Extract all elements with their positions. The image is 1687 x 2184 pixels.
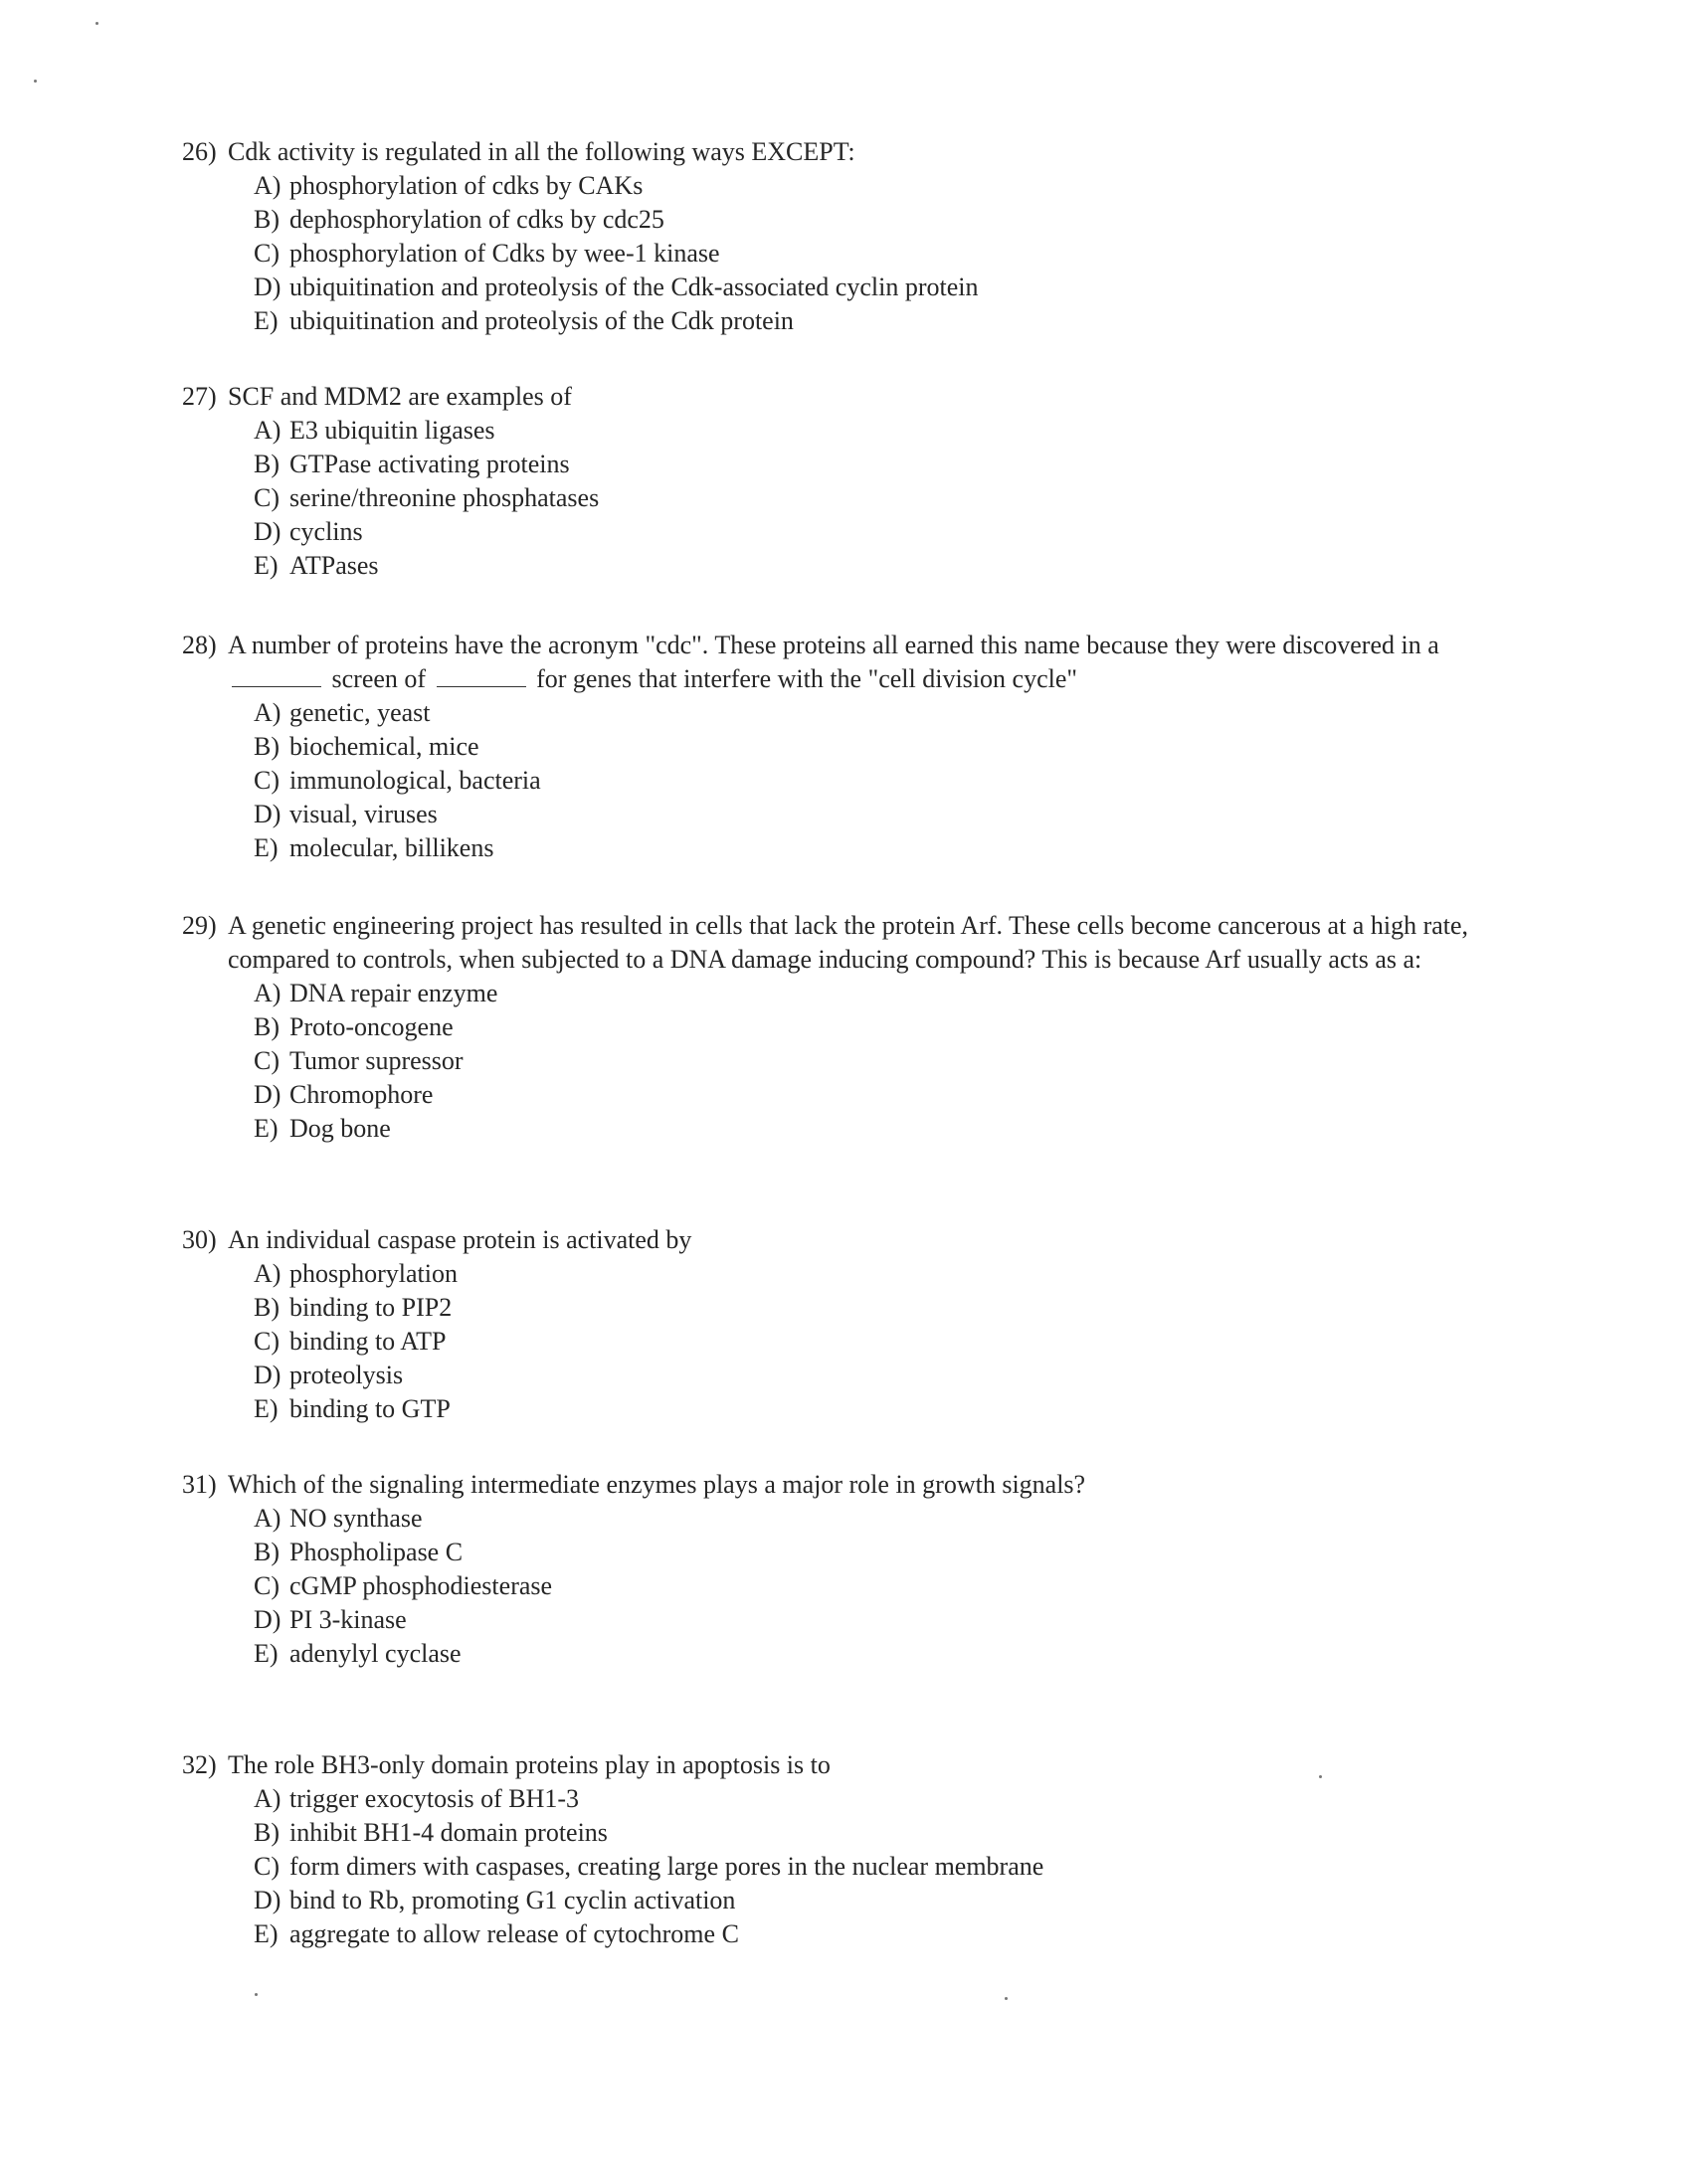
answer-options (254, 696, 1515, 865)
option-text: binding to PIP2 (289, 1293, 453, 1322)
answer-option-d[interactable] (254, 1603, 1515, 1637)
question-text: SCF and MDM2 are examples of (228, 382, 572, 411)
option-letter: A) (254, 979, 281, 1007)
scan-speck (1005, 1997, 1008, 2000)
question-text: An individual caspase protein is activated by (228, 1225, 692, 1254)
option-letter: B) (254, 732, 280, 761)
option-text: visual, viruses (289, 800, 438, 828)
answer-option-d[interactable] (254, 1884, 1515, 1917)
answer-option-b[interactable] (254, 203, 1515, 237)
question-text: Which of the signaling intermediate enzymes plays a major role in growth signals? (228, 1470, 1086, 1499)
option-letter: D) (254, 1605, 281, 1634)
answer-option-a[interactable] (254, 1782, 1515, 1816)
question-26 (182, 135, 1515, 338)
option-letter: E) (254, 1919, 279, 1948)
option-letter: E) (254, 1639, 279, 1668)
answer-options (254, 977, 1515, 1146)
answer-option-a[interactable] (254, 169, 1515, 203)
option-text: genetic, yeast (289, 698, 431, 727)
question-text-part2: screen of (331, 664, 427, 693)
option-text: trigger exocytosis of BH1-3 (289, 1784, 580, 1813)
answer-options (254, 1257, 1515, 1426)
fill-in-blank-2 (437, 668, 526, 687)
option-text: GTPase activating proteins (289, 450, 570, 478)
option-letter: C) (254, 1571, 280, 1600)
option-text: ubiquitination and proteolysis of the Cdk-associated cyclin protein (289, 273, 979, 301)
answer-option-e[interactable] (254, 1392, 1515, 1426)
option-text: Phospholipase C (289, 1538, 464, 1566)
answer-option-e[interactable] (254, 831, 1515, 865)
question-text: A genetic engineering project has resulted in cells that lack the protein Arf. These cells become cancerous at a high rate, compared to controls, when subjected to a DNA damage inducing compound? This is because Arf usually acts as a: (228, 911, 1469, 974)
option-letter: D) (254, 1361, 281, 1389)
option-letter: B) (254, 1293, 280, 1322)
answer-option-c[interactable] (254, 1850, 1515, 1884)
option-text: immunological, bacteria (289, 766, 541, 795)
answer-option-d[interactable] (254, 1359, 1515, 1392)
option-letter: B) (254, 1012, 280, 1041)
option-text: aggregate to allow release of cytochrome C (289, 1919, 739, 1948)
answer-option-d[interactable] (254, 515, 1515, 549)
question-text (228, 629, 1515, 696)
option-text: Proto-oncogene (289, 1012, 454, 1041)
option-letter: B) (254, 1538, 280, 1566)
option-text: inhibit BH1-4 domain proteins (289, 1818, 608, 1847)
question-28 (182, 629, 1515, 865)
answer-option-b[interactable] (254, 730, 1515, 764)
answer-option-b[interactable] (254, 1816, 1515, 1850)
answer-option-d[interactable] (254, 1078, 1515, 1112)
question-stem (182, 1223, 1515, 1257)
option-text: cGMP phosphodiesterase (289, 1571, 553, 1600)
option-text: form dimers with caspases, creating large pores in the nuclear membrane (289, 1852, 1044, 1881)
option-text: ubiquitination and proteolysis of the Cdk protein (289, 306, 794, 335)
question-text-part3: for genes that interfere with the "cell division cycle" (536, 664, 1077, 693)
question-number: 29) (182, 911, 217, 940)
question-number: 26) (182, 137, 217, 166)
option-text: phosphorylation of cdks by CAKs (289, 171, 644, 200)
option-text: binding to GTP (289, 1394, 451, 1423)
answer-option-c[interactable] (254, 1325, 1515, 1359)
question-stem (182, 380, 1515, 414)
answer-option-b[interactable] (254, 1291, 1515, 1325)
answer-option-d[interactable] (254, 271, 1515, 304)
question-32 (182, 1748, 1515, 1951)
option-letter: A) (254, 1784, 281, 1813)
option-letter: C) (254, 1046, 280, 1075)
answer-option-b[interactable] (254, 1010, 1515, 1044)
question-number: 30) (182, 1225, 217, 1254)
answer-option-c[interactable] (254, 1569, 1515, 1603)
answer-option-a[interactable] (254, 1502, 1515, 1536)
answer-option-e[interactable] (254, 1917, 1515, 1951)
option-letter: E) (254, 306, 279, 335)
question-number: 31) (182, 1470, 217, 1499)
question-30 (182, 1223, 1515, 1426)
option-text: molecular, billikens (289, 833, 494, 862)
question-number: 32) (182, 1750, 217, 1779)
option-text: proteolysis (289, 1361, 404, 1389)
option-letter: A) (254, 416, 281, 445)
scan-speck (1319, 1775, 1322, 1778)
answer-option-b[interactable] (254, 1536, 1515, 1569)
fill-in-blank-1 (232, 668, 321, 687)
question-31 (182, 1468, 1515, 1671)
option-text: Chromophore (289, 1080, 434, 1109)
option-text: serine/threonine phosphatases (289, 483, 600, 512)
answer-option-c[interactable] (254, 764, 1515, 798)
option-text: phosphorylation (289, 1259, 458, 1288)
option-letter: C) (254, 1852, 280, 1881)
option-text: Tumor supressor (289, 1046, 464, 1075)
answer-option-c[interactable] (254, 237, 1515, 271)
answer-option-a[interactable] (254, 1257, 1515, 1291)
question-29 (182, 909, 1515, 1146)
scan-speck (255, 1993, 258, 1996)
option-letter: E) (254, 551, 279, 580)
option-text: adenylyl cyclase (289, 1639, 462, 1668)
option-letter: B) (254, 450, 280, 478)
answer-option-e[interactable] (254, 304, 1515, 338)
scan-speck (34, 80, 37, 83)
option-letter: C) (254, 766, 280, 795)
option-letter: D) (254, 1886, 281, 1914)
answer-option-a[interactable] (254, 414, 1515, 448)
option-text: ATPases (289, 551, 379, 580)
option-letter: B) (254, 205, 280, 234)
answer-option-c[interactable] (254, 481, 1515, 515)
option-text: Dog bone (289, 1114, 391, 1143)
question-text: The role BH3-only domain proteins play in apoptosis is to (228, 1750, 831, 1779)
option-letter: C) (254, 483, 280, 512)
question-text-part1: A number of proteins have the acronym "cdc". These proteins all earned this name because they were discovered in a (228, 631, 1439, 659)
option-letter: D) (254, 517, 281, 546)
answer-option-a[interactable] (254, 977, 1515, 1010)
answer-option-e[interactable] (254, 1637, 1515, 1671)
option-text: DNA repair enzyme (289, 979, 498, 1007)
option-text: NO synthase (289, 1504, 423, 1533)
question-stem (182, 909, 1515, 977)
option-letter: A) (254, 1259, 281, 1288)
option-text: biochemical, mice (289, 732, 479, 761)
option-letter: D) (254, 1080, 281, 1109)
scan-speck (95, 22, 98, 25)
answer-option-d[interactable] (254, 798, 1515, 831)
option-letter: E) (254, 1394, 279, 1423)
answer-option-e[interactable] (254, 1112, 1515, 1146)
question-stem (182, 1468, 1515, 1502)
option-text: cyclins (289, 517, 363, 546)
question-27 (182, 380, 1515, 583)
answer-option-c[interactable] (254, 1044, 1515, 1078)
option-letter: B) (254, 1818, 280, 1847)
answer-options (254, 1782, 1515, 1951)
option-letter: E) (254, 1114, 279, 1143)
option-text: phosphorylation of Cdks by wee-1 kinase (289, 239, 720, 268)
option-letter: E) (254, 833, 279, 862)
answer-options (254, 414, 1515, 583)
option-text: E3 ubiquitin ligases (289, 416, 495, 445)
option-text: bind to Rb, promoting G1 cyclin activation (289, 1886, 736, 1914)
question-stem (182, 1748, 1515, 1782)
option-text: dephosphorylation of cdks by cdc25 (289, 205, 664, 234)
option-letter: A) (254, 698, 281, 727)
answer-option-b[interactable] (254, 448, 1515, 481)
question-number: 28) (182, 631, 217, 659)
option-letter: C) (254, 1327, 280, 1356)
question-stem (182, 135, 1515, 169)
question-stem (182, 629, 1515, 696)
option-letter: D) (254, 800, 281, 828)
question-number: 27) (182, 382, 217, 411)
answer-option-a[interactable] (254, 696, 1515, 730)
option-letter: A) (254, 171, 281, 200)
answer-options (254, 169, 1515, 338)
answer-option-e[interactable] (254, 549, 1515, 583)
option-text: PI 3-kinase (289, 1605, 407, 1634)
option-text: binding to ATP (289, 1327, 447, 1356)
option-letter: A) (254, 1504, 281, 1533)
answer-options (254, 1502, 1515, 1671)
option-letter: D) (254, 273, 281, 301)
question-text: Cdk activity is regulated in all the following ways EXCEPT: (228, 137, 855, 166)
option-letter: C) (254, 239, 280, 268)
